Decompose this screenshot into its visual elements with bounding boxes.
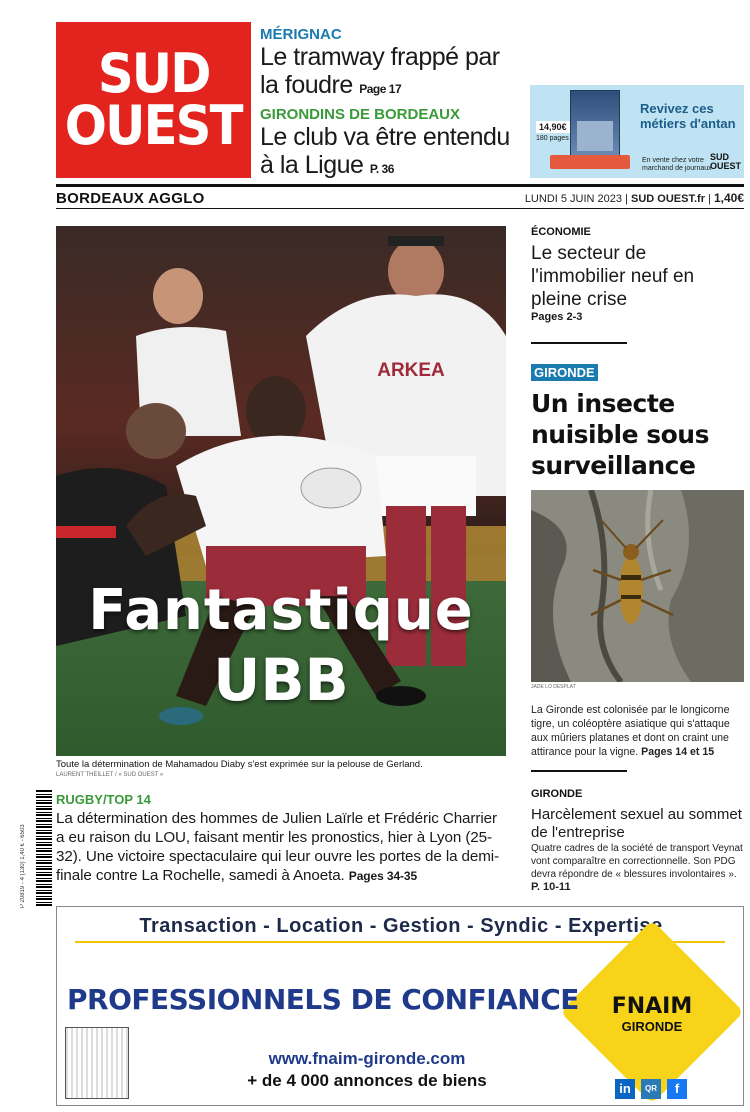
promo-headline: Revivez ces métiers d'antan: [640, 101, 736, 131]
lead-photo[interactable]: [56, 226, 506, 756]
edition-rule: [56, 208, 744, 209]
lead-body: La détermination des hommes de Julien Laïrle et Frédéric Charrier a eu raison du LOU, faisant mentir les pronostics, hier à Lyon (25-32). Une victoire spectaculaire qui leur ouvre les portes de la demi-finale contre La Rochelle, samedi à Anoeta.: [56, 810, 500, 884]
insect-pages: Pages 14 et 15: [641, 746, 715, 758]
column-separator: [531, 342, 627, 344]
teaser-kicker: GIRONDINS DE BORDEAUX: [260, 106, 461, 123]
teaser-title[interactable]: [260, 43, 520, 103]
barcode-text: P 20819 - 4 (130) 1,40 € - 6503: [20, 824, 26, 908]
economie-pages: Pages 2-3: [531, 311, 583, 323]
book-tray-image: [550, 155, 630, 169]
ad-services: Transaction - Location - Gestion - Syndic - Expertise: [139, 915, 663, 937]
promo-logo: [710, 153, 741, 171]
dateline: LUNDI 5 JUIN 2023 | SUD OUEST.fr | 1,40€: [524, 191, 744, 205]
harcelement-article[interactable]: [531, 788, 744, 894]
lead-body-paragraph: [56, 809, 506, 886]
insect-credit: JADE LO DESPLAT: [531, 684, 576, 690]
facebook-icon[interactable]: f: [667, 1079, 687, 1099]
lead-caption: Toute la détermination de Mahamadou Diaby s'est exprimée sur la pelouse de Gerland.: [56, 759, 423, 770]
teaser-page: Page 17: [359, 82, 402, 96]
ad-url-link[interactable]: www.fnaim-gironde.com: [268, 1049, 466, 1068]
harcelement-body: Quatre cadres de la société de transport Veynat vont comparaître en correctionnelle. Son PDG devra répondre de « blessures involontaires ».: [531, 843, 743, 880]
barcode-image: [36, 790, 52, 906]
seal-image: [65, 1027, 129, 1099]
lead-kicker: RUGBY/TOP 14: [56, 792, 151, 807]
lead-headline-line2: UBB: [213, 646, 349, 714]
fnaim-advertisement[interactable]: [56, 906, 744, 1106]
ad-annonces: + de 4 000 annonces de biens: [247, 1071, 487, 1090]
teaser-title[interactable]: [260, 123, 520, 183]
edition-price: 1,40€: [713, 191, 744, 205]
teaser-page: P. 36: [369, 162, 394, 176]
harcelement-kicker: GIRONDE: [531, 788, 583, 800]
ad-slogan: PROFESSIONNELS DE CONFIANCE: [67, 983, 579, 1016]
harcelement-body-paragraph: [531, 842, 744, 894]
logo-line-1: SUD: [97, 42, 210, 105]
edition-date: LUNDI 5 JUIN 2023: [524, 193, 623, 205]
book-cover-image: [570, 90, 620, 160]
edition-bar: [56, 189, 744, 207]
insect-body-paragraph: [531, 703, 744, 759]
lead-pages: Pages 34-35: [348, 869, 418, 883]
teaser-kicker: MÉRIGNAC: [260, 26, 342, 43]
column-separator: [531, 770, 627, 772]
promo-price: 14,90€: [536, 121, 570, 133]
sud-ouest-logo: [56, 22, 251, 178]
teaser-title-text: Le tramway frappé par la foudre: [260, 43, 500, 99]
fnaim-region: GIRONDE: [621, 1019, 683, 1034]
teaser-title-text: Le club va être entendu à la Ligue: [260, 123, 510, 179]
promo-sub: En vente chez votre marchand de journaux: [642, 157, 712, 172]
linkedin-icon[interactable]: in: [615, 1079, 635, 1099]
edition-section: BORDEAUX AGGLO: [56, 189, 205, 207]
lead-credit: LAURENT THEILLET / « SUD OUEST »: [56, 772, 164, 778]
logo-line-2: OUEST: [65, 94, 242, 157]
economie-kicker: ÉCONOMIE: [531, 226, 591, 238]
promo-logo-line2: OUEST: [710, 161, 742, 171]
harcelement-pages: P. 10-11: [531, 881, 571, 893]
insect-title: Un insecte nuisible sous surveillance: [531, 389, 709, 480]
qr-code-icon[interactable]: QR: [641, 1079, 661, 1099]
promo-logo-line1: SUD: [710, 152, 730, 162]
lead-article[interactable]: [56, 792, 506, 886]
book-promo[interactable]: [530, 85, 744, 178]
top-teasers: [260, 26, 520, 183]
harcelement-title: Harcèlement sexuel au sommet de l'entreprise: [531, 806, 742, 841]
fnaim-brand: FNAIM: [611, 994, 693, 1019]
lead-headline-line1: Fantastique: [88, 578, 474, 643]
insect-tag: GIRONDE: [531, 364, 598, 381]
insect-body: La Gironde est colonisée par le longicorne tigre, un coléoptère asiatique qui s'attaque aux mûriers platanes et dont on craint une attirance pour la vigne.: [531, 704, 730, 758]
edition-site[interactable]: SUD OUEST.fr: [631, 193, 705, 205]
fnaim-logo-text: [557, 994, 747, 1034]
insect-article[interactable]: [531, 364, 744, 481]
promo-pages: 180 pages: [536, 135, 569, 142]
economie-article[interactable]: [531, 226, 744, 323]
masthead-rule: [56, 184, 744, 187]
insect-photo[interactable]: [531, 490, 744, 682]
insect-photo-illustration: [531, 490, 744, 682]
jersey-sponsor: ARKEA: [377, 360, 445, 381]
economie-title: Le secteur de l'immobilier neuf en pleine crise: [531, 243, 695, 310]
